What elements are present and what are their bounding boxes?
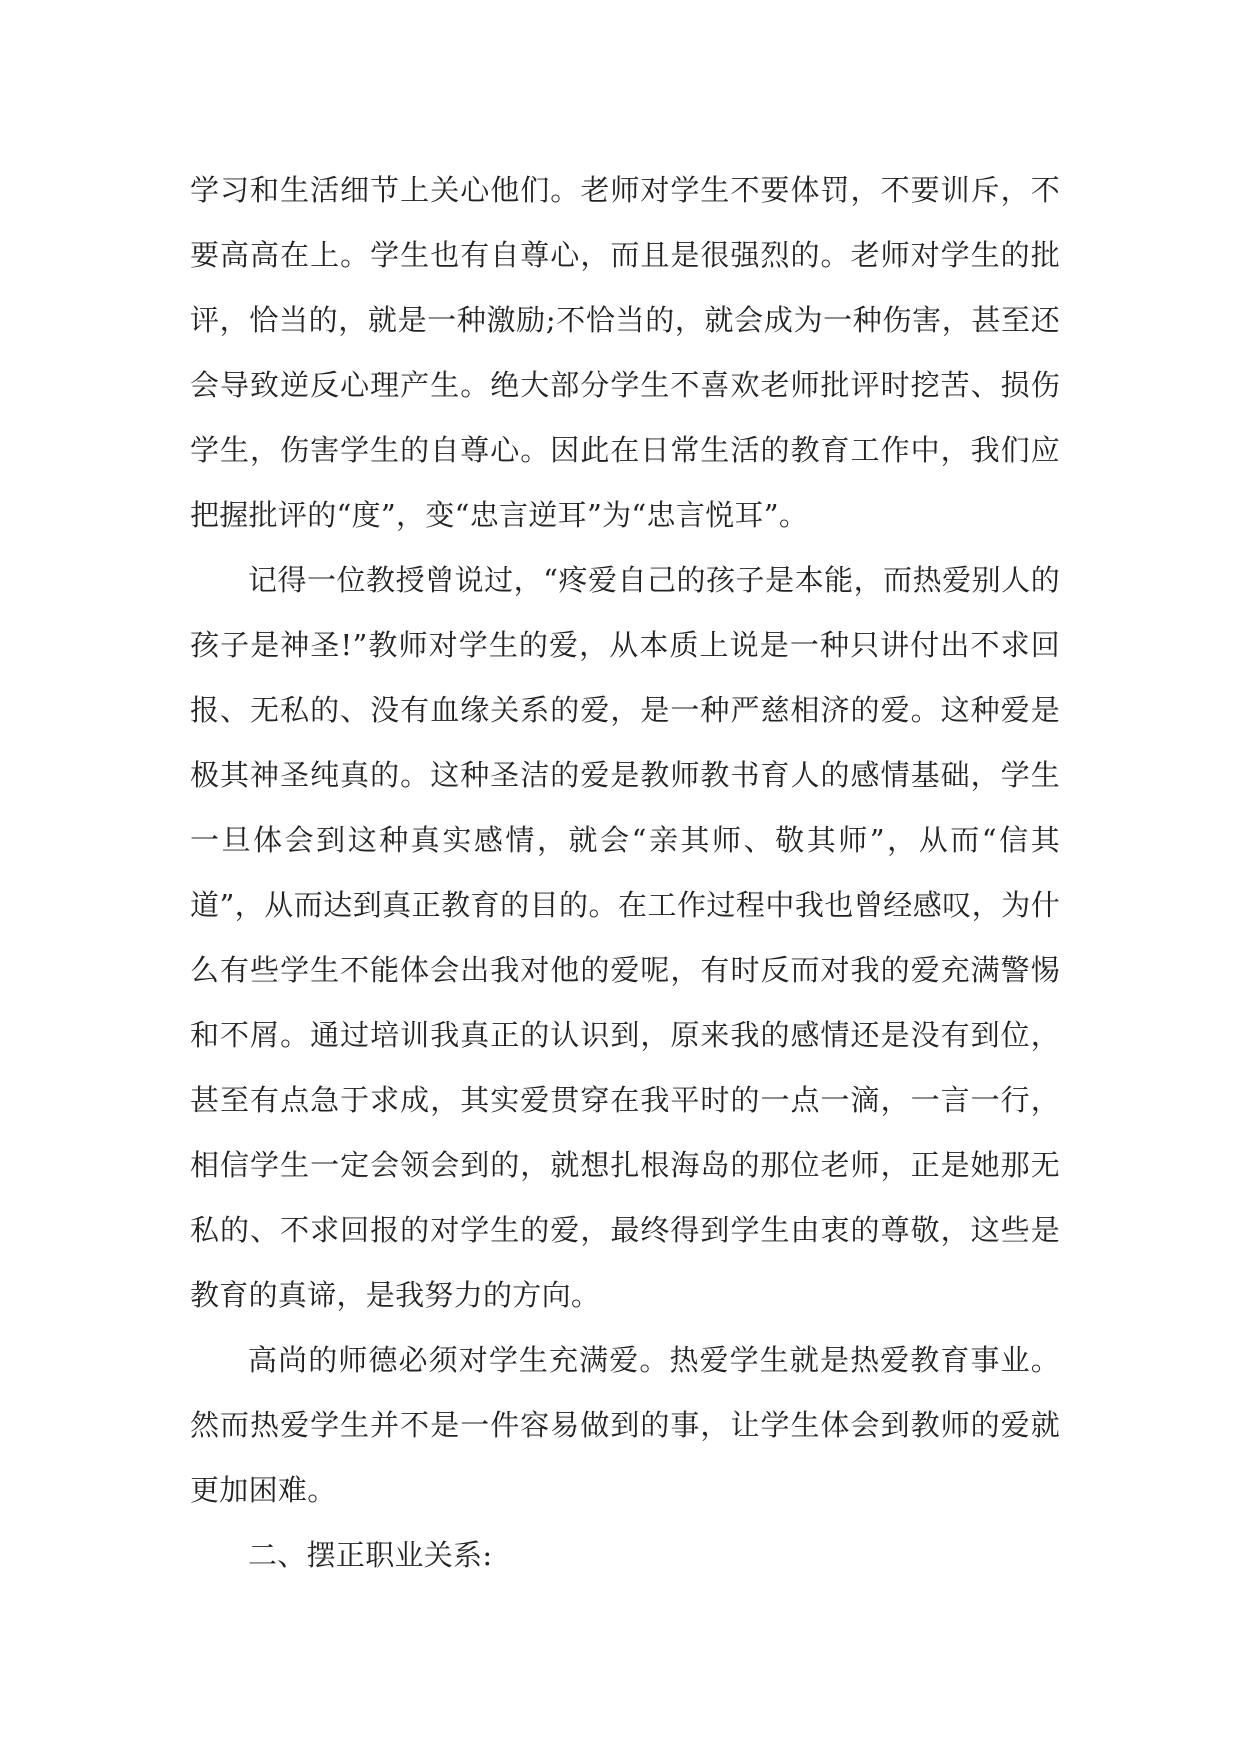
paragraph-3: 高尚的师德必须对学生充满爱。热爱学生就是热爱教育事业。然而热爱学生并不是一件容易做到的事，让学生体会到教师的爱就更加困难。 [190, 1343, 1060, 1507]
section-heading: 二、摆正职业关系: [248, 1538, 493, 1572]
paragraph-1: 学习和生活细节上关心他们。老师对学生不要体罚，不要训斥，不要高高在上。学生也有自尊心，而且是很强烈的。老师对学生的批评，恰当的，就是一种激励;不恰当的，就会成为一种伤害，甚至还会导致逆反心理产生。绝大部分学生不喜欢老师批评时挖苦、损伤学生，伤害学生的自尊心。因此在日常生活的教育工作中，我们应把握批评的“度”，变“忠言逆耳”为“忠言悦耳”。 [190, 173, 1060, 532]
paragraph-2: 记得一位教授曾说过，“疼爱自己的孩子是本能，而热爱别人的孩子是神圣!”教师对学生的爱，从本质上说是一种只讲付出不求回报、无私的、没有血缘关系的爱，是一种严慈相济的爱。这种爱是极其神圣纯真的。这种圣洁的爱是教师教书育人的感情基础，学生一旦体会到这种真实感情，就会“亲其师、敬其师”，从而“信其道”，从而达到真正教育的目的。在工作过程中我也曾经感叹，为什么有些学生不能体会出我对他的爱呢，有时反而对我的爱充满警惕和不屑。通过培训我真正的认识到，原来我的感情还是没有到位，甚至有点急于求成，其实爱贯穿在我平时的一点一滴，一言一行，相信学生一定会领会到的，就想扎根海岛的那位老师，正是她那无私的、不求回报的对学生的爱，最终得到学生由衷的尊敬，这些是教育的真谛，是我努力的方向。 [190, 563, 1060, 1312]
document-body [190, 158, 1060, 1588]
